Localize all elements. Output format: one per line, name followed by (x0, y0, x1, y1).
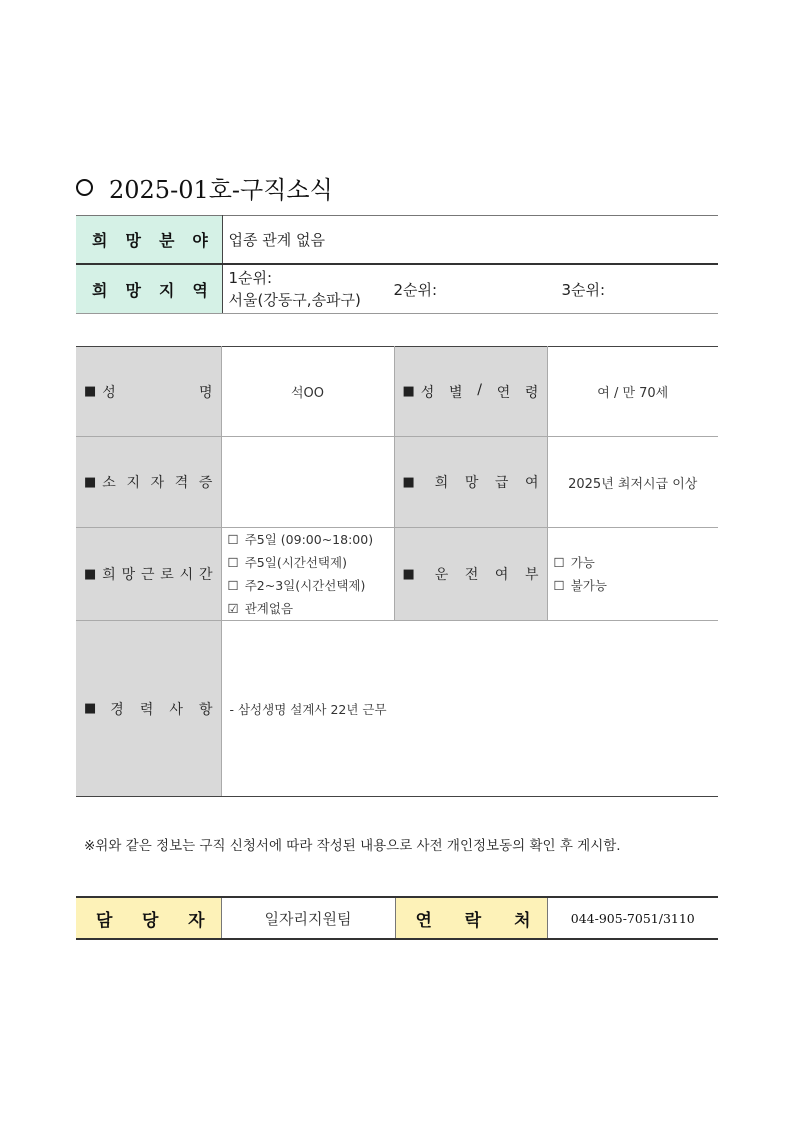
label-char: 간 (198, 567, 213, 583)
label-char: 사 (169, 701, 183, 718)
label-char: 희 (434, 475, 449, 491)
contact-table (76, 896, 718, 940)
license-value (221, 437, 394, 528)
label-char: 지 (126, 475, 140, 491)
label-char: 시 (179, 567, 194, 583)
profile-table (76, 346, 718, 797)
name-value: 석OO (221, 347, 394, 437)
manager-label (76, 897, 221, 939)
desired-field-value: 업종 관계 없음 (222, 216, 718, 265)
label-char: 담 (96, 910, 113, 931)
rank2-label: 2순위: (393, 280, 438, 299)
checkbox-icon[interactable]: ☐ (553, 555, 565, 570)
checkbox-option[interactable] (228, 574, 394, 597)
label-char: 력 (139, 701, 154, 718)
name-label (76, 347, 221, 437)
license-label (76, 437, 221, 528)
desired-conditions-table (76, 215, 718, 314)
label-char: 근 (140, 567, 155, 583)
label-char: 급 (494, 475, 509, 491)
letter-group (76, 278, 222, 301)
label-char: 운 (434, 567, 449, 583)
letter-group (421, 564, 539, 584)
label-char: 령 (524, 384, 539, 401)
letter-group (102, 472, 212, 492)
label-char: 망 (125, 231, 141, 250)
label-char: 희 (92, 280, 108, 300)
label-char: 역 (192, 280, 208, 300)
label-char: 부 (524, 567, 539, 583)
label-char: 연 (496, 384, 511, 401)
label-char: 망 (121, 567, 136, 583)
letter-group (76, 906, 221, 931)
label-char: 자 (150, 475, 165, 491)
page-title (76, 170, 333, 204)
career-value: - 삼성생명 설계사 22년 근무 (221, 621, 718, 797)
checkbox-icon[interactable]: ☐ (227, 555, 239, 570)
label-char: 여 (494, 567, 509, 583)
rank1 (229, 267, 394, 311)
checkbox-option[interactable] (228, 597, 394, 620)
square-bullet-icon: ■ (84, 701, 97, 716)
label-char: 별 (449, 384, 463, 401)
label-char: 처 (514, 910, 531, 931)
wage-value: 2025년 최저시급 이상 (547, 437, 718, 528)
manager-value: 일자리지원팀 (221, 897, 395, 939)
label-char: 분 (158, 231, 175, 250)
driving-label (394, 528, 547, 621)
label-char: 지 (158, 280, 175, 300)
label-char: 항 (198, 701, 213, 718)
wage-label (394, 437, 547, 528)
checkbox-icon[interactable]: ☐ (227, 532, 239, 547)
checked-box-icon[interactable]: ☑ (227, 601, 239, 616)
label-char: 전 (464, 567, 479, 583)
label-char: 야 (192, 231, 208, 250)
checkbox-option[interactable] (228, 528, 394, 551)
rank1-label: 1순위: (228, 269, 273, 287)
phone-value: 044-905-7051/3110 (547, 897, 718, 939)
checkbox-label: 가능 (570, 555, 595, 570)
label-char: 희 (102, 567, 116, 583)
label-char: 성 (420, 384, 435, 401)
desired-field-label (76, 216, 222, 265)
checkbox-option[interactable] (554, 574, 719, 597)
label-char: 망 (125, 280, 141, 300)
label-char: 락 (464, 910, 482, 931)
label-char: 소 (102, 475, 116, 491)
disclaimer-note: ※위와 같은 정보는 구직 신청서에 따라 작성된 내용으로 사전 개인정보동의 확인 후 게시함. (84, 838, 621, 854)
letter-group (76, 228, 222, 251)
driving-options (547, 528, 718, 621)
square-bullet-icon: ■ (402, 474, 415, 490)
checkbox-icon[interactable]: ☐ (227, 578, 239, 593)
letter-group (396, 906, 547, 931)
checkbox-icon[interactable]: ☐ (553, 578, 565, 593)
label-char: 증 (198, 475, 213, 491)
phone-label (395, 897, 547, 939)
label-char: 경 (110, 701, 124, 718)
checkbox-label: 주5일(시간선택제) (244, 555, 347, 570)
label-char: 성 (102, 384, 116, 401)
letter-group (102, 382, 212, 402)
label-char: 로 (160, 567, 174, 583)
label-char: 당 (142, 910, 159, 931)
label-char: 희 (92, 231, 108, 250)
label-char: 격 (174, 475, 189, 491)
career-label (76, 621, 221, 797)
checkbox-label: 주5일 (09:00~18:00) (244, 532, 374, 547)
letter-group (102, 564, 212, 584)
rank3-label: 3순위: (561, 280, 606, 299)
label-char: 여 (524, 475, 539, 491)
checkbox-label: 주2~3일(시간선택제) (244, 578, 366, 593)
circle-bullet-icon (76, 179, 93, 196)
letter-group (102, 699, 212, 719)
checkbox-label: 관계없음 (244, 601, 294, 616)
label-char: 연 (415, 910, 432, 931)
work-hours-label (76, 528, 221, 621)
page-title-text: 2025-01호-구직소식 (109, 175, 333, 204)
desired-region-label (76, 264, 222, 314)
label-char: 명 (198, 384, 213, 401)
square-bullet-icon: ■ (402, 384, 415, 399)
square-bullet-icon: ■ (84, 566, 97, 582)
desired-region-value (222, 264, 718, 314)
work-hours-options (221, 528, 394, 621)
square-bullet-icon: ■ (402, 566, 415, 582)
label-char: / (477, 381, 482, 398)
letter-group (421, 472, 539, 492)
square-bullet-icon: ■ (84, 474, 97, 490)
checkbox-label: 불가능 (570, 578, 607, 593)
checkbox-option[interactable] (228, 551, 394, 574)
square-bullet-icon: ■ (84, 384, 97, 399)
letter-group (421, 382, 539, 402)
checkbox-option[interactable] (554, 551, 719, 574)
gender-age-value: 여 / 만 70세 (547, 347, 718, 437)
label-char: 자 (188, 910, 205, 931)
label-char: 망 (464, 475, 479, 491)
gender-age-label (394, 347, 547, 437)
rank1-value: 서울(강동구,송파구) (228, 291, 361, 309)
